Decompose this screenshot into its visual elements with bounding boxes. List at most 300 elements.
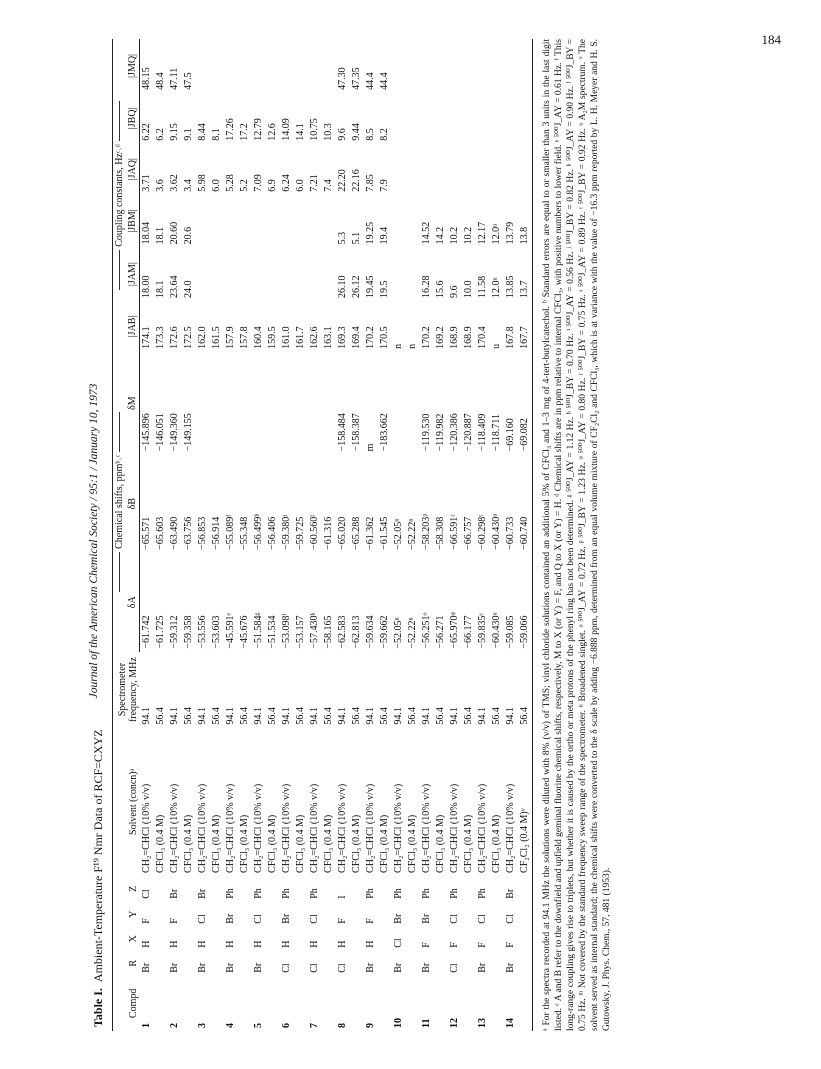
cell-r: [322, 950, 336, 975]
cell-r: [378, 950, 392, 975]
table-row: [406, 39, 420, 1031]
cell-jaq: [448, 143, 462, 194]
table-row: [196, 39, 210, 1031]
cell-jab: 168.9: [448, 325, 460, 349]
page-number: 184: [761, 32, 781, 47]
cell-z: [182, 875, 196, 901]
cell-freq: 94.1: [252, 706, 264, 725]
header-compd: Compd: [112, 975, 139, 1030]
cell-jbm: 12.17: [476, 221, 488, 244]
cell-jbq: 10.3: [322, 122, 334, 141]
table-row: [504, 39, 518, 1031]
cell-freq: 56.4: [210, 706, 222, 725]
cell-dm: [294, 351, 308, 454]
table-row: [448, 39, 462, 1031]
cell-solvent: CFCl₃ (0.4 M): [406, 814, 418, 873]
cell-jbq: 8.44: [196, 122, 208, 141]
cell-dm: [266, 351, 280, 454]
cell-y: [462, 901, 476, 926]
table-label: Table I.: [90, 987, 105, 1027]
header-coupling-group: Coupling constants, Hzᶜ˒ᵈ: [112, 39, 126, 352]
cell-jam: [308, 247, 322, 301]
cell-jbq: 17.26: [224, 117, 236, 141]
table-row: [210, 39, 224, 1031]
cell-y: Cl: [196, 913, 208, 924]
cell-compd: [210, 975, 224, 1030]
cell-jam: 13.7: [518, 247, 533, 301]
header-solvent: Solvent (concn)ᵃ: [112, 727, 139, 875]
cell-compd: [322, 975, 336, 1030]
cell-jbq: 8.2: [378, 127, 390, 141]
cell-x: [322, 926, 336, 950]
cell-jbq: [434, 92, 448, 143]
cell-jbq: 9.44: [350, 122, 362, 141]
cell-jab: 170.2: [364, 325, 376, 349]
cell-compd: [266, 975, 280, 1030]
cell-da: −59.066: [518, 552, 533, 651]
cell-db: −60.298ᵗ: [476, 514, 488, 550]
cell-jam: 13.85: [504, 274, 516, 298]
cell-jbq: [448, 92, 462, 143]
cell-y: [518, 901, 533, 926]
cell-jaq: [406, 143, 420, 194]
cell-y: Cl: [504, 913, 516, 924]
cell-jaq: 7.85: [364, 173, 376, 192]
cell-db: −59.725: [294, 516, 306, 550]
cell-jbq: [518, 92, 533, 143]
cell-jbq: [406, 92, 420, 143]
cell-dm: [308, 351, 322, 454]
cell-jab: 167.7: [518, 300, 533, 351]
cell-z: Ph: [280, 887, 292, 899]
cell-x: [406, 926, 420, 950]
cell-db: −60.430ᵘ: [490, 513, 502, 550]
cell-jab: 161.5: [210, 325, 222, 349]
cell-jbm: [266, 194, 280, 247]
cell-da: −53.157: [294, 614, 306, 649]
table-row: [322, 39, 336, 1031]
cell-x: H: [336, 940, 348, 948]
cell-solvent: CFCl₃ (0.4 M): [210, 814, 222, 873]
cell-compd: [490, 975, 504, 1030]
cell-dm: −118.711: [490, 413, 502, 451]
cell-jam: [252, 247, 266, 301]
cell-y: Br: [420, 913, 432, 924]
cell-freq: 56.4: [322, 706, 334, 725]
cell-jaq: 6.24: [280, 173, 292, 192]
cell-da: −59.662: [378, 614, 390, 649]
cell-jbq: 12.6: [266, 122, 278, 141]
cell-r: [406, 950, 420, 975]
cell-dm: [280, 351, 294, 454]
cell-dm: −69.160: [504, 417, 516, 451]
cell-z: Br: [168, 888, 180, 899]
cell-r: Br: [168, 962, 180, 973]
cell-freq: 94.1: [140, 706, 152, 725]
cell-jbq: 8.5: [364, 127, 376, 141]
cell-y: Cl: [448, 913, 460, 924]
cell-dm: −149.155: [182, 412, 194, 451]
cell-jab: 161.0: [280, 325, 292, 349]
cell-jbm: 10.2: [448, 226, 460, 244]
cell-freq: 56.4: [434, 706, 446, 725]
cell-compd: 6: [280, 1022, 292, 1028]
cell-db: −56.914: [210, 516, 222, 550]
header-delta-a: δA: [126, 552, 140, 651]
cell-freq: 94.1: [392, 706, 404, 725]
cell-freq: 94.1: [336, 706, 348, 725]
cell-jbm: [322, 194, 336, 247]
cell-db: −52.05ⁿ: [392, 518, 404, 550]
cell-y: [266, 901, 280, 926]
cell-jab: 169.2: [434, 325, 446, 349]
cell-z: Ph: [364, 887, 376, 899]
cell-z: I: [336, 894, 348, 899]
cell-z: Ph: [252, 887, 264, 899]
cell-z: Cl: [140, 888, 152, 899]
cell-jmq: [392, 39, 406, 93]
cell-jmq: [308, 39, 322, 93]
cell-dm: −69.082: [518, 351, 533, 454]
cell-y: Cl: [252, 913, 264, 924]
cell-jmq: [238, 39, 252, 93]
cell-z: [266, 875, 280, 901]
cell-compd: [294, 975, 308, 1030]
header-jbq: |JBQ|: [126, 92, 140, 143]
cell-jbq: [504, 92, 518, 143]
cell-jbm: [196, 194, 210, 247]
cell-jaq: [392, 143, 406, 194]
cell-jmq: [462, 39, 476, 93]
header-z: Z: [112, 875, 139, 901]
cell-jaq: [518, 143, 533, 194]
cell-x: [462, 926, 476, 950]
cell-da: −62.583: [336, 614, 348, 649]
cell-jam: [392, 247, 406, 301]
cell-jbm: [238, 194, 252, 247]
table-row: [476, 39, 490, 1031]
cell-jbm: 5.3: [336, 231, 348, 244]
table-row: [420, 39, 434, 1031]
rotated-table-block: [91, 35, 731, 1035]
cell-db: −61.545: [378, 516, 390, 550]
cell-jbm: 13.8: [518, 194, 533, 247]
cell-jab: 170.4: [476, 325, 488, 349]
cell-z: [462, 875, 476, 901]
cell-solvent: CF₂Cl₂ (0.4 M)ᵛ: [518, 727, 533, 875]
cell-jam: [196, 247, 210, 301]
cell-jaq: [476, 143, 490, 194]
cell-jbm: 13.79: [504, 221, 516, 244]
cell-freq: 56.4: [518, 651, 533, 727]
cell-jmq: 47.30: [336, 66, 348, 90]
cell-r: [350, 950, 364, 975]
cell-da: −61.742: [140, 614, 152, 649]
cell-r: [294, 950, 308, 975]
cell-z: [322, 875, 336, 901]
cell-jam: [280, 247, 294, 301]
cell-r: Cl: [280, 962, 292, 973]
cell-x: H: [196, 940, 208, 948]
cell-da: −59.312: [168, 614, 180, 649]
cell-freq: 94.1: [364, 706, 376, 725]
cell-r: Cl: [308, 962, 320, 973]
cell-jmq: 44.4: [364, 71, 376, 90]
cell-freq: 56.4: [182, 706, 194, 725]
data-table: [112, 39, 533, 1031]
cell-jam: 10.0: [462, 279, 474, 298]
cell-jbm: [406, 194, 420, 247]
cell-jbq: 10.75: [308, 117, 320, 141]
cell-x: [490, 926, 504, 950]
cell-compd: [182, 975, 196, 1030]
cell-z: Ph: [224, 887, 236, 899]
cell-jaq: 5.98: [196, 173, 208, 192]
cell-jaq: [434, 143, 448, 194]
cell-z: Ph: [420, 887, 432, 899]
table-row: [168, 39, 182, 1031]
cell-db: −56.406: [266, 516, 278, 550]
cell-freq: 56.4: [350, 706, 362, 725]
cell-compd: 8: [336, 1022, 348, 1028]
cell-jam: [406, 247, 420, 301]
cell-y: Cl: [308, 913, 320, 924]
cell-da: −61.725: [154, 614, 166, 649]
cell-solvent: CFCl₃ (0.4 M): [378, 814, 390, 873]
cell-compd: 11: [420, 1018, 432, 1028]
cell-jbq: 9.1: [182, 127, 194, 141]
cell-solvent: CFCl₃ (0.4 M): [462, 814, 474, 873]
cell-jbq: 14.09: [280, 117, 292, 141]
header-r: R: [112, 950, 139, 975]
cell-freq: 94.1: [224, 706, 236, 725]
cell-y: [490, 901, 504, 926]
cell-jab: u: [490, 343, 502, 349]
cell-db: −65.603: [154, 516, 166, 550]
cell-x: H: [224, 940, 236, 948]
cell-jam: 18.00: [140, 274, 152, 298]
cell-jbm: 14.52: [420, 221, 432, 244]
cell-x: [518, 926, 533, 950]
table-row: [182, 39, 196, 1031]
cell-solvent: CH₂=CHCl (10% v/v): [364, 783, 376, 873]
cell-freq: 56.4: [266, 706, 278, 725]
cell-r: Br: [252, 962, 264, 973]
cell-jam: 24.0: [182, 279, 194, 298]
cell-jab: n: [406, 343, 418, 349]
table-row: [139, 39, 154, 1031]
table-row: [238, 39, 252, 1031]
cell-x: Cl: [392, 937, 404, 948]
cell-dm: [210, 351, 224, 454]
cell-y: [434, 901, 448, 926]
cell-dm: −118.409: [476, 413, 488, 451]
cell-jbm: 10.2: [462, 226, 474, 244]
cell-da: −45.676: [238, 614, 250, 649]
cell-solvent: CFCl₃ (0.4 M): [350, 814, 362, 873]
cell-x: H: [168, 940, 180, 948]
cell-y: [182, 901, 196, 926]
cell-db: −63.756: [182, 516, 194, 550]
cell-jaq: 7.9: [378, 178, 390, 192]
cell-y: [350, 901, 364, 926]
cell-jaq: 6.9: [266, 178, 278, 192]
cell-jam: [322, 247, 336, 301]
cell-jmq: [266, 39, 280, 93]
cell-jmq: [280, 39, 294, 93]
cell-dm: −158.387: [350, 412, 362, 451]
cell-y: [210, 901, 224, 926]
cell-compd: [462, 975, 476, 1030]
cell-jbq: [462, 92, 476, 143]
cell-jmq: [448, 39, 462, 93]
cell-r: [210, 950, 224, 975]
cell-db: −66.591ʳ: [448, 514, 460, 550]
cell-da: −56.251ᵒ: [420, 612, 432, 649]
cell-dm: −146.051: [154, 412, 166, 451]
cell-da: −66.177: [462, 614, 474, 649]
cell-da: −53.098ⁱ: [280, 612, 292, 649]
cell-x: [378, 926, 392, 950]
cell-compd: 2: [168, 1022, 180, 1028]
cell-y: [406, 901, 420, 926]
cell-da: −59.085: [504, 614, 516, 649]
cell-jmq: 48.15: [140, 66, 152, 90]
cell-z: [378, 875, 392, 901]
cell-db: −55.348: [238, 516, 250, 550]
cell-solvent: CH₂=CHCl (10% v/v): [336, 783, 348, 873]
cell-z: Ph: [448, 887, 460, 899]
cell-db: −55.089ᶠ: [224, 514, 236, 550]
cell-jam: [210, 247, 224, 301]
cell-z: Br: [504, 888, 516, 899]
cell-r: [182, 950, 196, 975]
cell-r: Br: [364, 962, 376, 973]
cell-jab: 161.7: [294, 325, 306, 349]
cell-da: −59.634: [364, 614, 376, 649]
table-row: [392, 39, 406, 1031]
cell-jbm: 12.0ᵘ: [490, 223, 502, 244]
cell-compd: 13: [476, 1017, 488, 1028]
cell-dm: −119.530: [420, 413, 432, 451]
cell-x: F: [504, 941, 516, 948]
cell-jab: 173.3: [154, 325, 166, 349]
header-jam: |JAM|: [126, 247, 140, 301]
cell-solvent: CFCl₃ (0.4 M): [322, 814, 334, 873]
cell-y: Br: [392, 913, 404, 924]
cell-freq: 56.4: [238, 706, 250, 725]
cell-freq: 56.4: [490, 706, 502, 725]
table-row: [308, 39, 322, 1031]
cell-x: [266, 926, 280, 950]
cell-jmq: [476, 39, 490, 93]
cell-db: −60.740: [518, 454, 533, 553]
cell-jbq: 9.15: [168, 122, 180, 141]
cell-jab: 163.1: [322, 325, 334, 349]
cell-jbm: 14.2: [434, 226, 446, 244]
cell-da: −53.603: [210, 614, 222, 649]
cell-dm: [196, 351, 210, 454]
cell-jbm: 19.4: [378, 226, 390, 244]
cell-jam: 18.1: [154, 279, 166, 298]
cell-jam: 19.45: [364, 274, 376, 298]
cell-z: [294, 875, 308, 901]
cell-x: H: [364, 940, 376, 948]
cell-r: [238, 950, 252, 975]
header-jab: |JAB|: [126, 300, 140, 351]
table-row: [154, 39, 168, 1031]
cell-jaq: [420, 143, 434, 194]
table-row: [294, 39, 308, 1031]
cell-jbm: [252, 194, 266, 247]
cell-jab: 160.4: [252, 325, 264, 349]
cell-jab: 170.2: [420, 325, 432, 349]
cell-x: [434, 926, 448, 950]
cell-jab: 157.9: [224, 325, 236, 349]
header-frequency: Spectrometer frequency, MHz: [112, 651, 139, 727]
cell-y: F: [364, 917, 376, 924]
cell-jaq: 7.4: [322, 178, 334, 192]
header-y: Y: [112, 901, 139, 926]
cell-jbm: 5.1: [350, 231, 362, 244]
cell-jam: [224, 247, 238, 301]
cell-r: Cl: [448, 962, 460, 973]
cell-jam: 26.12: [350, 274, 362, 298]
cell-solvent: CFCl₃ (0.4 M): [490, 814, 502, 873]
cell-jaq: [462, 143, 476, 194]
cell-dm: [322, 351, 336, 454]
cell-solvent: CFCl₃ (0.4 M): [238, 814, 250, 873]
cell-z: [238, 875, 252, 901]
table-row: [490, 39, 504, 1031]
cell-r: [518, 950, 533, 975]
cell-x: F: [476, 941, 488, 948]
cell-da: −62.813: [350, 614, 362, 649]
header-jaq: |JAQ|: [126, 143, 140, 194]
cell-dm: −120.887: [462, 412, 474, 451]
cell-compd: [378, 975, 392, 1030]
cell-jmq: [490, 39, 504, 93]
cell-jmq: [518, 39, 533, 93]
cell-y: F: [336, 917, 348, 924]
cell-freq: 94.1: [308, 706, 320, 725]
table-title: [91, 35, 106, 1027]
cell-jam: 23.64: [168, 274, 180, 298]
cell-compd: [350, 975, 364, 1030]
cell-jaq: 3.62: [168, 173, 180, 192]
cell-solvent: CFCl₃ (0.4 M): [434, 814, 446, 873]
cell-dm: −183.662: [378, 412, 390, 451]
cell-da: −57.430ᵏ: [308, 611, 320, 649]
cell-jmq: [252, 39, 266, 93]
cell-db: −52.22ⁿ: [406, 518, 418, 550]
cell-freq: 56.4: [378, 706, 390, 725]
cell-compd: 10: [392, 1017, 404, 1028]
header-shifts-group: Chemical shifts, ppmᵇ˒ᶜ: [112, 351, 126, 651]
cell-jbm: 18.1: [154, 226, 166, 244]
cell-y: Cl: [476, 913, 488, 924]
cell-solvent: CH₂=CHCl (10% v/v): [504, 783, 516, 873]
table-row: [364, 39, 378, 1031]
cell-jbq: [490, 92, 504, 143]
cell-compd: 1: [140, 1022, 152, 1028]
cell-compd: [434, 975, 448, 1030]
journal-footer: Journal of the American Chemical Society / 95:1 / January 10, 1973: [88, 383, 100, 699]
cell-z: Ph: [308, 887, 320, 899]
cell-dm: −149.360: [168, 412, 180, 451]
cell-r: Br: [392, 962, 404, 973]
cell-y: F: [168, 917, 180, 924]
